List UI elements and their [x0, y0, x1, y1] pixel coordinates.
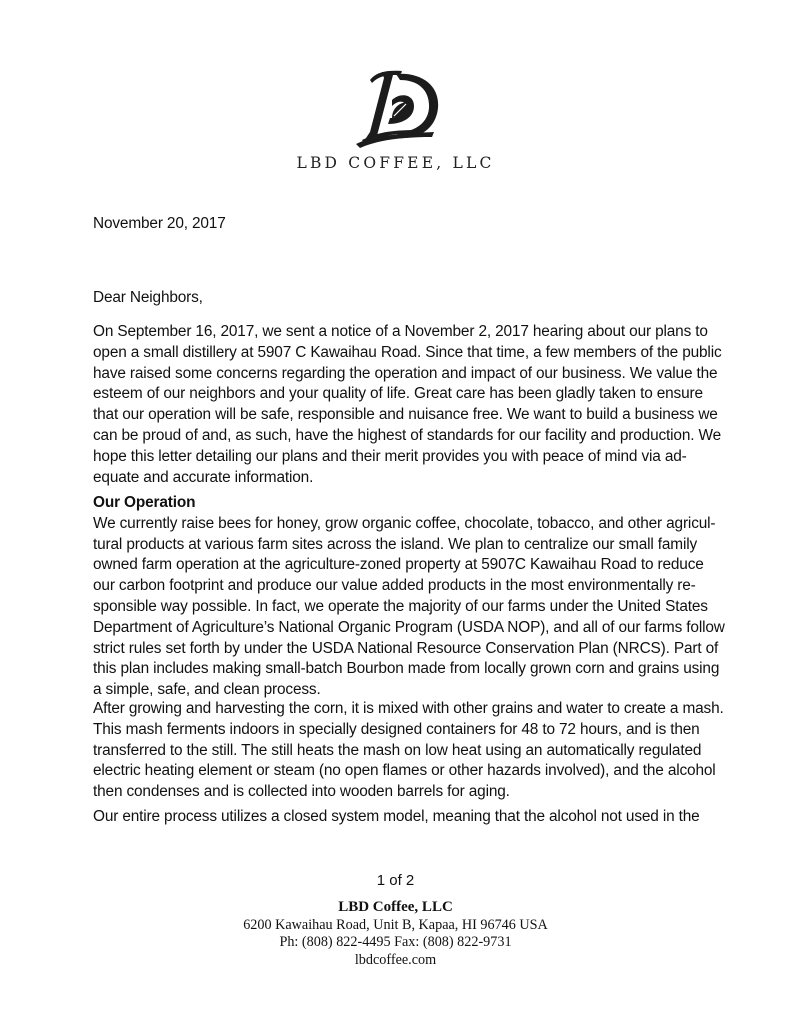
operation-section — [93, 493, 791, 701]
text-line: equate and accurate information. — [93, 468, 314, 486]
text-line: On September 16, 2017, we sent a notice of a November 2, 2017 hearing about our plans to — [93, 323, 708, 340]
text-line: that our operation will be safe, responsible and nuisance free. We want to build a business we — [93, 406, 718, 424]
text-line: transferred to the still. The still heats the mash on low heat using an automatically regulated — [93, 741, 702, 759]
company-name: LBD COFFEE, LLC — [296, 154, 495, 172]
text-line: tural products at various farm sites across the island. We plan to centralize our small family — [93, 535, 698, 553]
page-number: 1 of 2 — [376, 872, 415, 889]
closing-paragraph — [93, 807, 791, 828]
text-line: strict rules set forth by under the USDA National Resource Conservation Plan (NRCS). Part of — [93, 639, 719, 657]
footer-address: 6200 Kawaihau Road, Unit B, Kapaa, HI 96746 USA — [243, 916, 548, 933]
text-line: then condenses and is collected into wooden barrels for aging. — [93, 783, 510, 801]
text-line: can be proud of and, as such, have the highest of standards for our facility and production. We — [93, 426, 721, 444]
letter-date: November 20, 2017 — [93, 215, 226, 232]
text-line: electric heating element or steam (no open flames or other hazards involved), and the alcohol — [93, 762, 716, 780]
lbd-logo-icon — [352, 66, 444, 150]
text-line: our carbon footprint and produce our value added products in the most environmentally re- — [93, 577, 696, 595]
text-line: sponsible way possible. In fact, we operate the majority of our farms under the United States — [93, 597, 708, 615]
text-line: this plan includes making small-batch Bourbon made from locally grown corn and grains using — [93, 660, 720, 678]
text-line: Department of Agriculture’s National Organic Program (USDA NOP), and all of our farms follow — [93, 618, 725, 636]
intro-paragraph — [93, 322, 791, 488]
footer — [0, 899, 791, 969]
text-line: owned farm operation at the agriculture-zoned property at 5907C Kawaihau Road to reduce — [93, 556, 704, 574]
footer-website: lbdcoffee.com — [354, 951, 437, 968]
text-line: esteem of our neighbors and your quality of life. Great care has been gladly taken to ensure — [93, 385, 703, 403]
text-line: a simple, safe, and clean process. — [93, 681, 321, 699]
text-line: hope this letter detailing our plans and their merit provides you with peace of mind via ad- — [93, 447, 687, 465]
section-heading: Our Operation — [93, 494, 196, 511]
process-paragraph — [93, 699, 791, 803]
salutation: Dear Neighbors, — [93, 289, 203, 306]
text-line: We currently raise bees for honey, grow organic coffee, chocolate, tobacco, and other agricul- — [93, 514, 716, 532]
text-line: have raised some concerns regarding the operation and impact of our business. We value the — [93, 364, 718, 382]
text-line: open a small distillery at 5907 C Kawaihau Road. Since that time, a few members of the public — [93, 343, 722, 361]
text-line: Our entire process utilizes a closed system model, meaning that the alcohol not used in the — [93, 808, 700, 825]
text-line: After growing and harvesting the corn, it is mixed with other grains and water to create a mash. — [93, 700, 724, 717]
text-line: This mash ferments indoors in specially designed containers for 48 to 72 hours, and is then — [93, 720, 700, 738]
footer-company: LBD Coffee, LLC — [338, 899, 453, 915]
footer-phone-fax: Ph: (808) 822-4495 Fax: (808) 822-9731 — [279, 934, 512, 950]
